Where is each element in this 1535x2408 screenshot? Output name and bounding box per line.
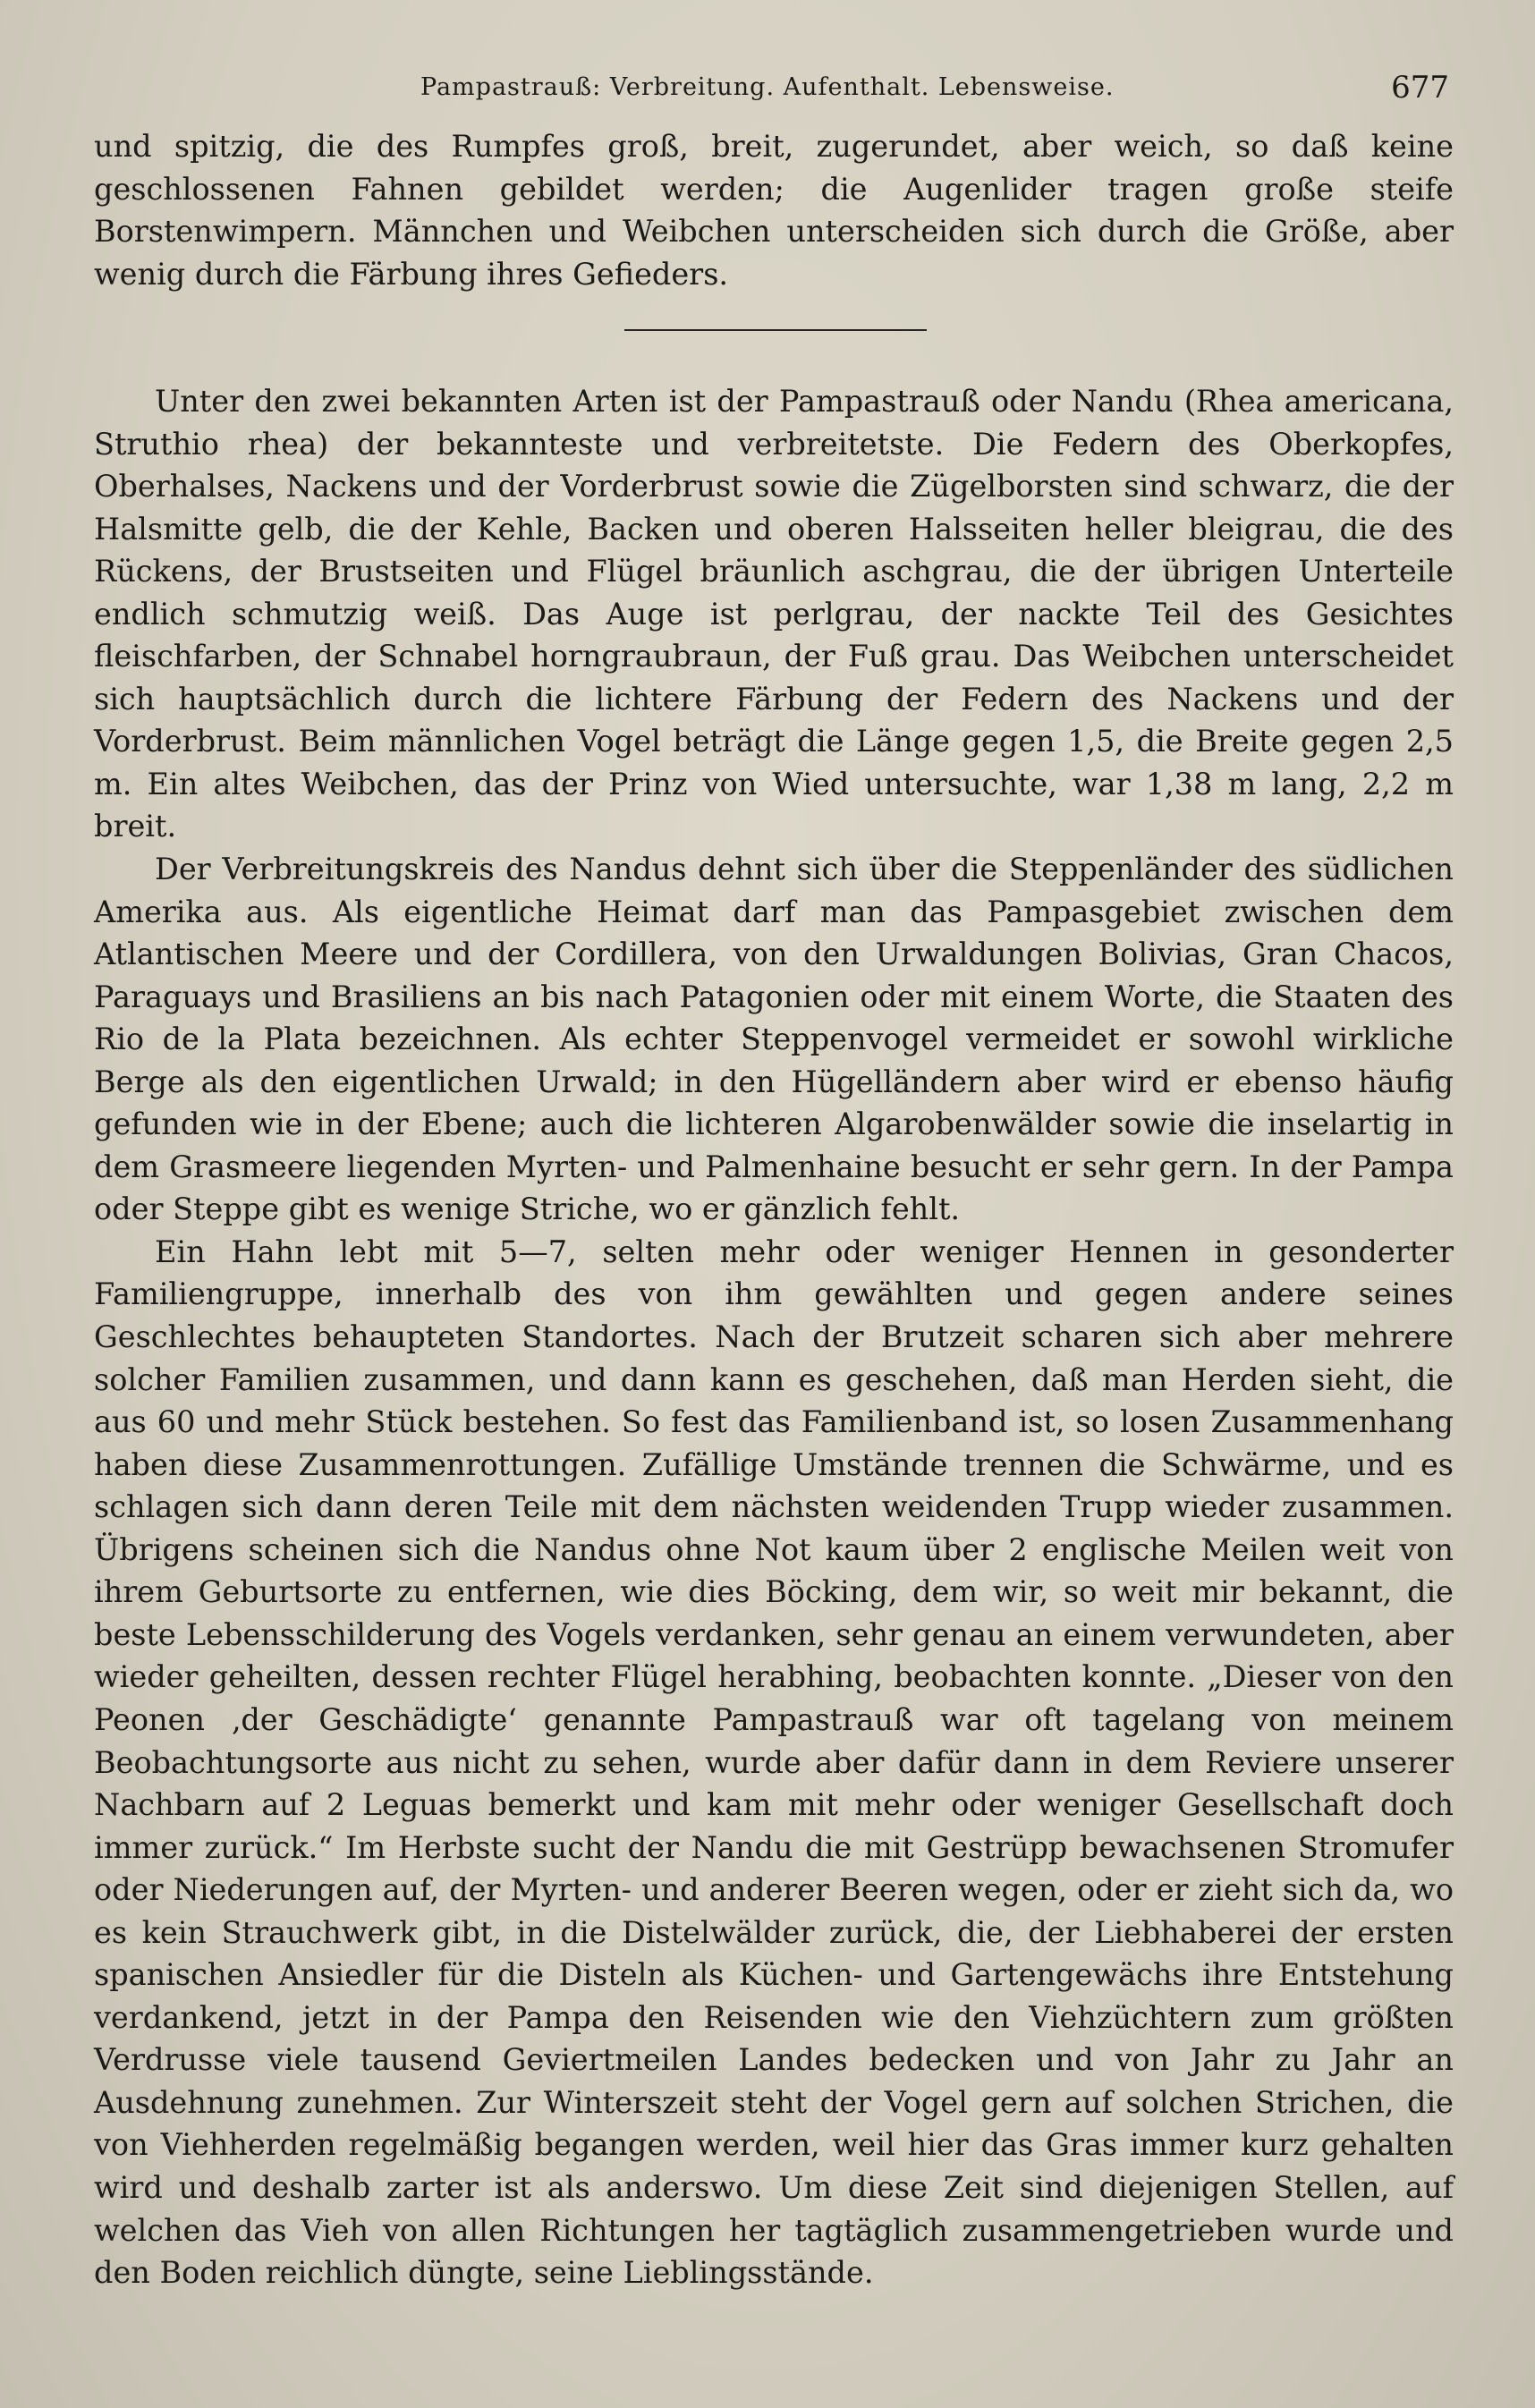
section-divider: [624, 329, 927, 331]
paragraph-species-description: Unter den zwei bekannten Arten ist der Pampastrauß oder Nandu (Rhea americana, Struthio rhea) der bekannteste und verbreitetste. Die Federn des Oberkopfes, Oberhalses, Nackens und der Vorderbrust sowie die Zügelborsten sind schwarz, die der Halsmitte gelb, die der Kehle, Backen und oberen Halsseiten heller bleigrau, die des Rückens, der Brustseiten und Flügel bräunlich aschgrau, die der übrigen Unterteile endlich schmutzig weiß. Das Auge ist perlgrau, der nackte Teil des Gesichtes fleischfarben, der Schnabel horngraubraun, der Fuß grau. Das Weibchen unterscheidet sich hauptsächlich durch die lichtere Färbung der Federn des Nackens und der Vorderbrust. Beim männlichen Vogel beträgt die Länge gegen 1,5, die Breite gegen 2,5 m. Ein altes Weibchen, das der Prinz von Wied untersuchte, war 1,38 m lang, 2,2 m breit.: [94, 384, 1454, 844]
running-head: Pampastrauß: Verbreitung. Aufenthalt. Lebensweise.: [420, 73, 1115, 101]
page-number: 677: [1391, 70, 1449, 106]
paragraph-continued: und spitzig, die des Rumpfes groß, breit, zugerundet, aber weich, so daß keine geschlossenen Fahnen gebildet werden; die Augenlider tragen große steife Borstenwimpern. Männchen und Weibchen unterscheiden sich durch die Größe, aber wenig durch die Färbung ihres Gefieders.: [94, 129, 1454, 292]
page-header: [420, 70, 1449, 114]
paragraph-distribution: Der Verbreitungskreis des Nandus dehnt sich über die Steppenländer des südlichen Amerika aus. Als eigentliche Heimat darf man das Pampasgebiet zwischen dem Atlantischen Meere und der Cordillera, von den Urwaldungen Bolivias, Gran Chacos, Paraguays und Brasiliens an bis nach Patagonien oder mit einem Worte, die Staaten des Rio de la Plata bezeichnen. Als echter Steppenvogel vermeidet er sowohl wirkliche Berge als den eigentlichen Urwald; in den Hügelländern aber wird er ebenso häufig gefunden wie in der Ebene; auch die lichteren Algarobenwälder sowie die inselartig in dem Grasmeere liegenden Myrten- und Palmenhaine besucht er sehr gern. In der Pampa oder Steppe gibt es wenige Striche, wo er gänzlich fehlt.: [94, 852, 1454, 1227]
paragraph-behaviour: Ein Hahn lebt mit 5—7, selten mehr oder weniger Hennen in gesonderter Familiengruppe, innerhalb des von ihm gewählten und gegen andere seines Geschlechtes behaupteten Standortes. Nach der Brutzeit scharen sich aber mehrere solcher Familien zusammen, und dann kann es geschehen, daß man Herden sieht, die aus 60 und mehr Stück bestehen. So fest das Familienband ist, so losen Zusammenhang haben diese Zusammenrottungen. Zufällige Umstände trennen die Schwärme, und es schlagen sich dann deren Teile mit dem nächsten weidenden Trupp wieder zusammen. Übrigens scheinen sich die Nandus ohne Not kaum über 2 englische Meilen weit von ihrem Geburtsorte zu entfernen, wie dies Böcking, dem wir, so weit mir bekannt, die beste Lebensschilderung des Vogels verdanken, sehr genau an einem verwundeten, aber wieder geheilten, dessen rechter Flügel herabhing, beobachten konnte. „Dieser von den Peonen ‚der Geschädigte‘ genannte Pampastrauß war oft tagelang von meinem Beobachtungsorte aus nicht zu sehen, wurde aber dafür dann in dem Reviere unserer Nachbarn auf 2 Leguas bemerkt und kam mit mehr oder weniger Gesellschaft doch immer zurück.“ Im Herbste sucht der Nandu die mit Gestrüpp bewachsenen Stromufer oder Niederungen auf, der Myrten- und anderer Beeren wegen, oder er zieht sich da, wo es kein Strauchwerk gibt, in die Distelwälder zurück, die, der Liebhaberei der ersten spanischen Ansiedler für die Disteln als Küchen- und Gartengewächs ihre Entstehung verdankend, jetzt in der Pampa den Reisenden wie den Viehzüchtern zum größten Verdrusse viele tausend Geviertmeilen Landes bedecken und von Jahr zu Jahr an Ausdehnung zunehmen. Zur Winterszeit steht der Vogel gern auf solchen Strichen, die von Viehherden regelmäßig begangen werden, weil hier das Gras immer kurz gehalten wird und deshalb zarter ist als anderswo. Um diese Zeit sind diejenigen Stellen, auf welchen das Vieh von allen Richtungen her tagtäglich zusammengetrieben wurde und den Boden reichlich düngte, seine Lieblingsstände.: [94, 1234, 1454, 2291]
continued-text-block: [94, 125, 1454, 295]
main-text-block: [94, 380, 1454, 2294]
